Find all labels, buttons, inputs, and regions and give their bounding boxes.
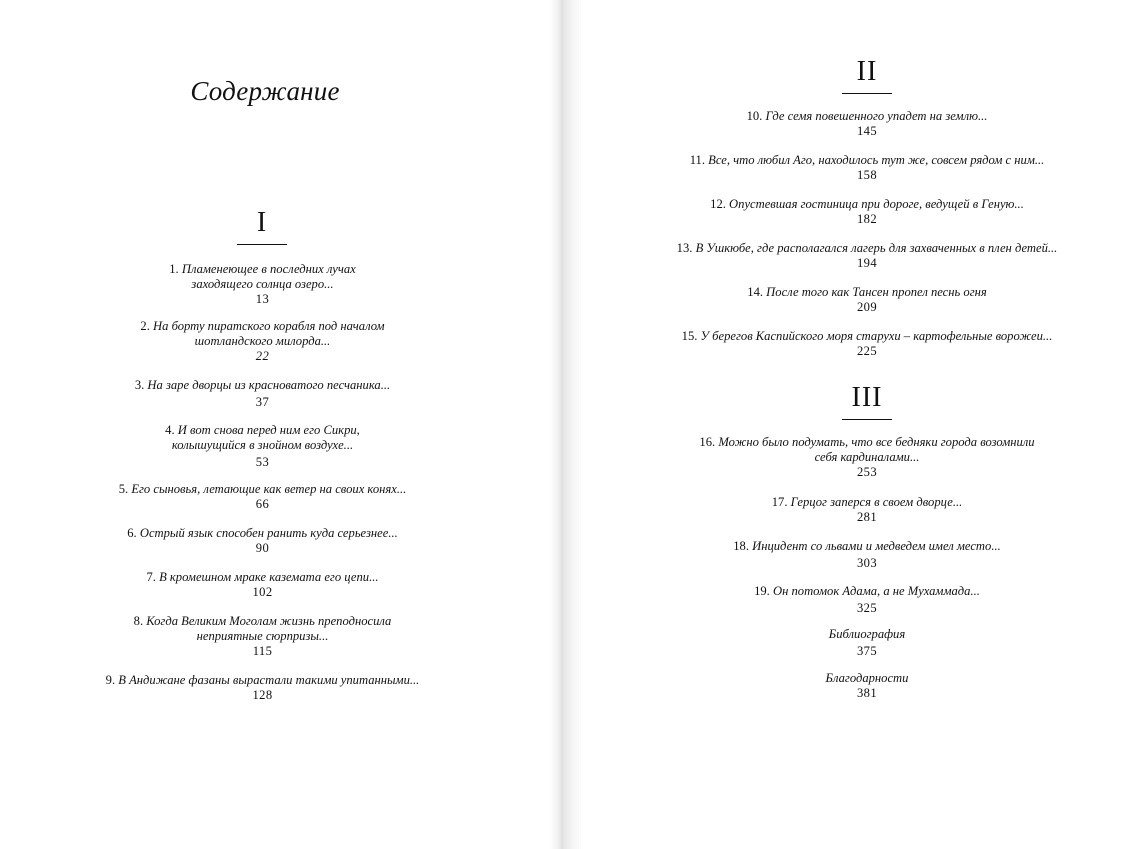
part-numeral: I [256, 207, 268, 238]
toc-entry[interactable] [60, 378, 465, 410]
entry-page-number: 381 [856, 686, 878, 700]
toc-entry[interactable] [627, 435, 1107, 480]
part-heading [817, 383, 917, 420]
entry-title: 15. У берегов Каспийского моря старухи – картофельные ворожеи... [681, 329, 1053, 343]
entry-title: 2. На борту пиратского корабля под началом [140, 319, 385, 333]
entry-page-number: 53 [255, 455, 270, 469]
entry-title: 5. Его сыновья, летающие как ветер на своих конях... [118, 482, 407, 496]
gutter-shadow [549, 0, 563, 849]
entry-title: 18. Инцидент со львами и медведем имел место... [733, 539, 1001, 553]
toc-entry[interactable] [60, 482, 465, 512]
entry-page-number: 90 [255, 541, 270, 555]
entry-page-number: 325 [856, 601, 878, 615]
entry-title-cont: себя кардиналами... [814, 450, 920, 464]
toc-entry[interactable] [607, 241, 1126, 271]
toc-entry[interactable] [627, 584, 1107, 616]
toc-entry[interactable] [60, 423, 465, 470]
toc-entry[interactable] [617, 329, 1117, 359]
entry-page-number: 281 [856, 510, 878, 524]
right-page [563, 0, 1126, 849]
entry-page-number: 66 [255, 497, 270, 511]
entry-title: 11. Все, что любил Аго, находилось тут же, совсем рядом с ним... [689, 153, 1045, 167]
entry-title: 16. Можно было подумать, что все бедняки города возомнили [699, 435, 1035, 449]
entry-title: Библиография [828, 627, 906, 641]
toc-entry[interactable] [60, 614, 465, 659]
toc-entry[interactable] [40, 673, 485, 703]
entry-title: 14. После того как Тансен пропел песнь огня [747, 285, 987, 299]
part-numeral: II [856, 56, 878, 87]
part-divider [842, 419, 892, 420]
part-heading [212, 208, 312, 245]
gutter-shadow [563, 0, 583, 849]
toc-entry[interactable] [60, 262, 465, 307]
entry-title: 10. Где семя повешенного упадет на землю... [746, 109, 988, 123]
entry-title-cont: неприятные сюрпризы... [196, 629, 329, 643]
entry-page-number: 128 [252, 688, 273, 702]
toc-entry-acknowledgements[interactable] [627, 671, 1107, 701]
entry-page-number: 22 [255, 349, 270, 363]
entry-title: 1. Пламенеющее в последних лучах [169, 262, 356, 276]
entry-page-number: 194 [856, 256, 878, 270]
toc-entry-bibliography[interactable] [627, 627, 1107, 659]
entry-page-number: 253 [856, 465, 878, 479]
entry-title: 7. В кромешном мраке каземата его цепи... [146, 570, 379, 584]
entry-title-cont: шотландского милорда... [194, 334, 331, 348]
entry-title: 12. Опустевшая гостиница при дороге, ведущей в Геную... [710, 197, 1024, 211]
part-divider [842, 93, 892, 94]
entry-page-number: 37 [255, 395, 270, 409]
entry-title: Благодарности [825, 671, 909, 685]
part-heading [817, 57, 917, 94]
entry-title: 3. На заре дворцы из красноватого песчаника... [134, 378, 391, 392]
entry-page-number: 13 [255, 292, 270, 306]
entry-title: 4. И вот снова перед ним его Сикри, [165, 423, 360, 437]
part-numeral: III [851, 382, 883, 413]
entry-title: 13. В Ушкюбе, где располагался лагерь для захваченных в плен детей... [676, 241, 1058, 255]
entry-title: 6. Острый язык способен ранить куда серьезнее... [127, 526, 398, 540]
toc-entry[interactable] [627, 495, 1107, 525]
entry-title: 17. Герцог заперся в своем дворце... [771, 495, 963, 509]
entry-page-number: 375 [856, 644, 878, 658]
toc-entry[interactable] [60, 526, 465, 556]
entry-page-number: 102 [252, 585, 273, 599]
toc-entry[interactable] [60, 319, 465, 364]
entry-title-cont: колышущийся в знойном воздухе... [171, 438, 354, 452]
part-divider [237, 244, 287, 245]
entry-title-cont: заходящего солнца озеро... [191, 277, 334, 291]
entry-page-number: 209 [856, 300, 878, 314]
entry-title: 9. В Андижане фазаны вырастали такими упитанными... [105, 673, 420, 687]
entry-page-number: 225 [856, 344, 878, 358]
toc-entry[interactable] [627, 109, 1107, 139]
entry-page-number: 145 [856, 124, 878, 138]
entry-page-number: 115 [252, 644, 273, 658]
entry-page-number: 303 [856, 556, 878, 570]
toc-entry[interactable] [627, 153, 1107, 183]
toc-entry[interactable] [627, 197, 1107, 227]
contents-heading: Содержание [190, 76, 340, 106]
toc-entry[interactable] [60, 570, 465, 600]
toc-entry[interactable] [627, 539, 1107, 571]
entry-page-number: 158 [856, 168, 878, 182]
entry-title: 19. Он потомок Адама, а не Мухаммада... [754, 584, 980, 598]
entry-page-number: 182 [856, 212, 878, 226]
toc-entry[interactable] [627, 285, 1107, 315]
entry-title: 8. Когда Великим Моголам жизнь преподносила [133, 614, 392, 628]
